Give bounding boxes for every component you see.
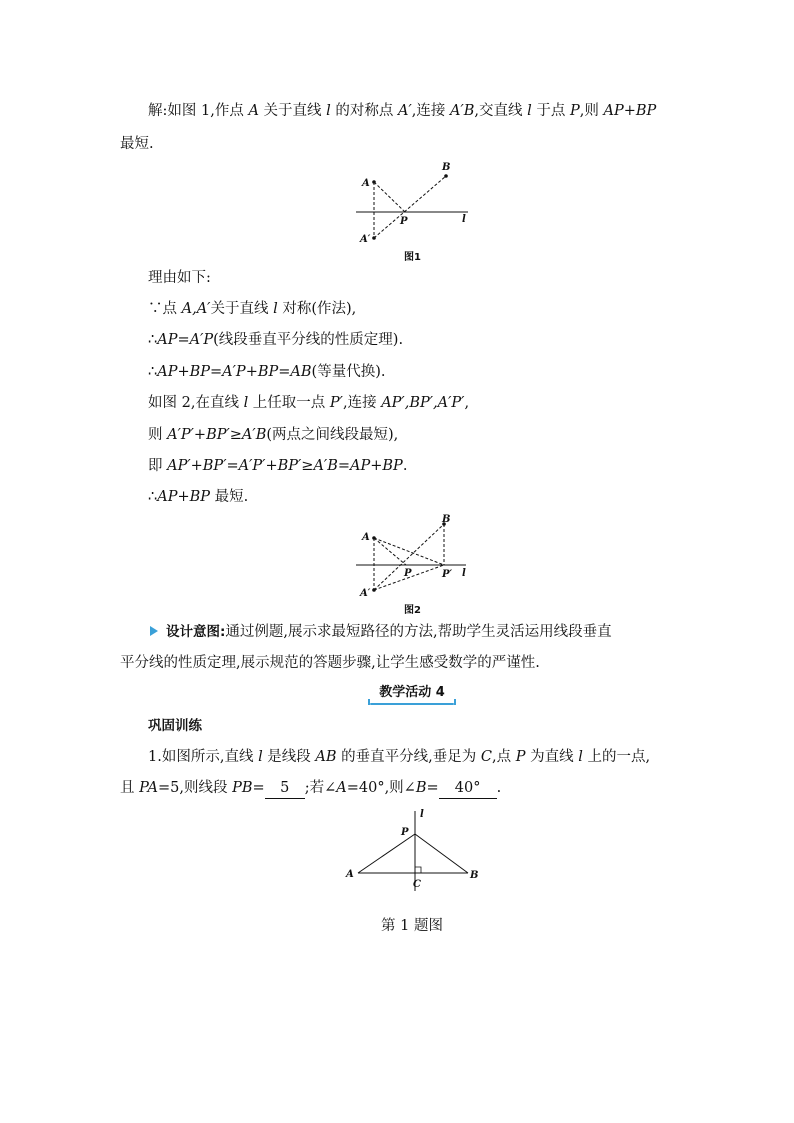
figure-3-caption: 第 1 题图 xyxy=(381,918,443,934)
reason-line-5: 则 A′P′+BP′≥A′B(两点之间线段最短), xyxy=(148,427,399,443)
fig1-point-B xyxy=(444,174,448,178)
fig1-label-P: P xyxy=(400,216,408,227)
figure-3 xyxy=(340,803,490,895)
activity-underline-left-tick xyxy=(368,699,370,705)
reason-line-1: ∵点 A,A′关于直线 l 对称(作法), xyxy=(148,301,357,317)
activity-underline-right-tick xyxy=(454,699,456,705)
fig1-label-l: l xyxy=(462,214,466,225)
figure-2 xyxy=(350,510,480,602)
reason-line-4: 如图 2,在直线 l 上任取一点 P′,连接 AP′,BP′,A′P′, xyxy=(148,395,470,411)
fig2-label-A: A xyxy=(362,532,370,543)
fig2-label-P: P xyxy=(404,568,412,579)
fig3-right-angle-mark xyxy=(415,867,421,873)
fig1-label-B: B xyxy=(442,162,451,173)
fig2-label-l: l xyxy=(462,568,466,579)
fig2-point-A xyxy=(372,536,376,540)
fig3-label-l: l xyxy=(420,809,424,820)
fig1-segment-AP xyxy=(374,182,405,212)
fig2-point-Ap xyxy=(372,588,376,592)
reason-line-2: ∴AP=A′P(线段垂直平分线的性质定理). xyxy=(148,332,404,348)
question-1-line-1: 1.如图所示,直线 l 是线段 AB 的垂直平分线,垂足为 C,点 P 为直线 l 上的一点, xyxy=(148,749,651,765)
reason-line-3: ∴AP+BP=A′P+BP=AB(等量代换). xyxy=(148,364,386,380)
figure-1 xyxy=(350,158,480,258)
figure-2-caption: 图2 xyxy=(404,605,421,616)
design-intent-line-2: 平分线的性质定理,展示规范的答题步骤,让学生感受数学的严谨性. xyxy=(120,655,540,671)
fig3-label-B: B xyxy=(470,870,479,881)
triangle-bullet-icon xyxy=(150,626,158,636)
activity-heading: 教学活动 4 xyxy=(379,685,445,700)
fig1-point-Ap xyxy=(372,236,376,240)
reason-line-7: ∴AP+BP 最短. xyxy=(148,489,249,505)
fig1-label-Ap: A′ xyxy=(360,234,371,245)
question-1-line-2: 且 PA=5,则线段 PB= 5 ;若∠A=40°,则∠B= 40° . xyxy=(120,778,501,799)
fig1-point-A xyxy=(372,180,376,184)
practice-heading: 巩固训练 xyxy=(148,718,202,734)
answer-blank-2: 40° xyxy=(439,778,497,799)
fig3-segment-PB xyxy=(415,834,468,873)
activity-underline xyxy=(370,703,454,705)
figure-1-caption: 图1 xyxy=(404,252,421,263)
fig2-label-B: B xyxy=(442,514,451,525)
fig1-segment-ApB xyxy=(374,176,446,238)
reason-title: 理由如下: xyxy=(148,270,211,286)
solution-line-1: 解:如图 1,作点 A 关于直线 l 的对称点 A′,连接 A′B,交直线 l 于点 P,则 AP+BP xyxy=(148,103,657,119)
fig2-segment-AP xyxy=(374,538,406,565)
fig2-label-Ap: A′ xyxy=(360,588,371,599)
answer-blank-1: 5 xyxy=(265,778,305,799)
reason-line-6: 即 AP′+BP′=A′P′+BP′≥A′B=AP+BP. xyxy=(148,458,408,474)
design-intent-line-1: 设计意图:通过例题,展示求最短路径的方法,帮助学生灵活运用线段垂直 xyxy=(150,622,612,642)
fig3-label-P: P xyxy=(401,827,409,838)
solution-line-2: 最短. xyxy=(120,136,154,152)
fig3-segment-AP xyxy=(358,834,415,873)
fig1-label-A: A xyxy=(362,178,370,189)
fig3-label-C: C xyxy=(413,879,421,890)
fig2-label-Pp: P′ xyxy=(442,569,453,580)
fig2-segment-ApB xyxy=(374,524,444,590)
design-intent-label: 设计意图: xyxy=(166,624,226,640)
fig3-label-A: A xyxy=(346,869,354,880)
fig2-segment-APp xyxy=(374,538,444,565)
